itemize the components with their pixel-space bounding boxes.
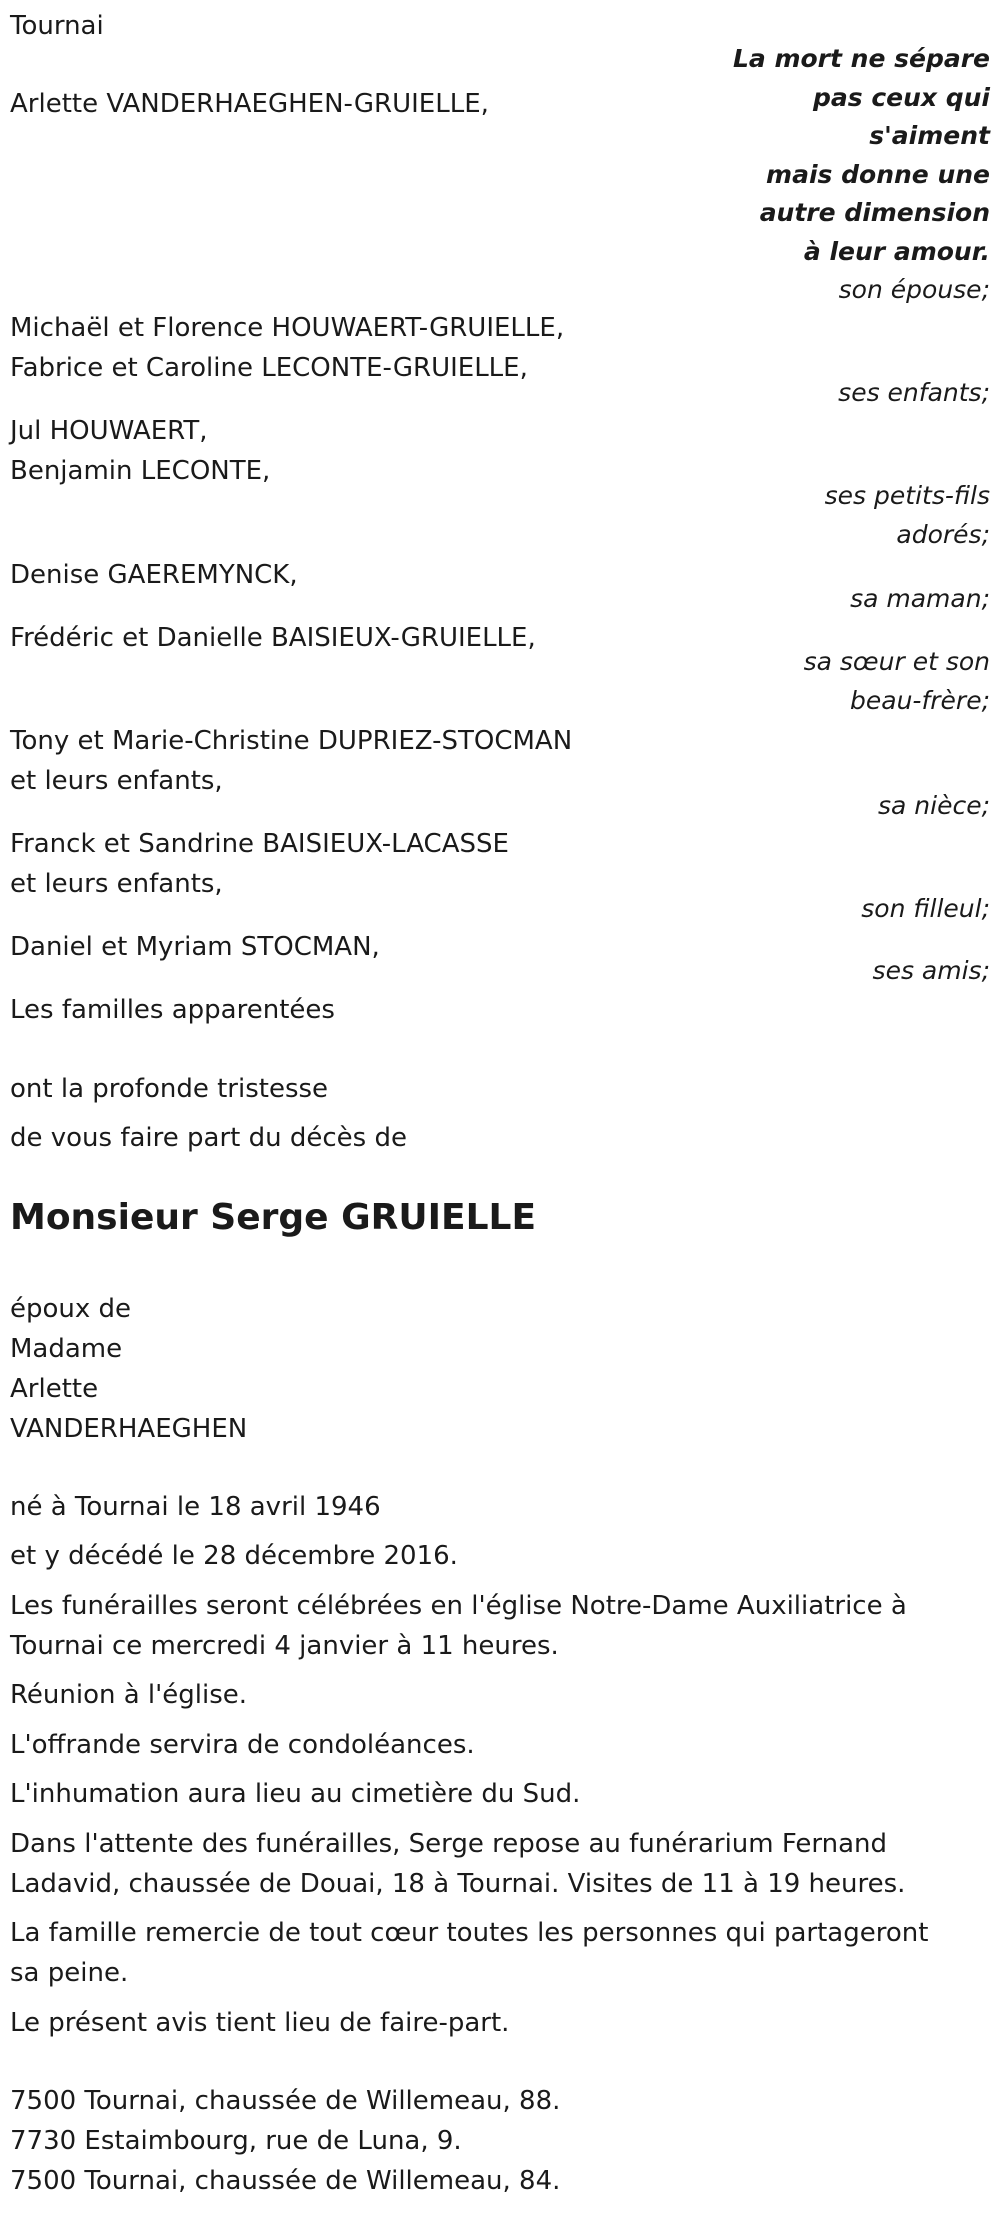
address-line: 7500 Tournai, chaussée de Willemeau, 88. — [10, 2086, 561, 2116]
address-line: 7500 Tournai, chaussée de Willemeau, 84. — [10, 2166, 561, 2196]
family-names-friends: Daniel et Myriam STOCMAN, — [10, 932, 380, 962]
sadness-line: de vous faire part du décès de — [10, 1123, 407, 1153]
family-relation-children: ses enfants; — [838, 378, 990, 407]
family-names-sister: Frédéric et Danielle BAISIEUX-GRUIELLE, — [10, 623, 536, 653]
detail-birth: né à Tournai le 18 avril 1946 — [10, 1492, 381, 1522]
detail-burial: L'inhumation aura lieu au cimetière du Sud. — [10, 1779, 581, 1809]
detail-meeting: Réunion à l'église. — [10, 1680, 248, 1710]
family-names-niece: Tony et Marie-Christine DUPRIEZ-STOCMAN et leurs enfants, — [10, 726, 573, 796]
poem-line: La mort ne sépare — [732, 44, 990, 73]
family-names-godson: Franck et Sandrine BAISIEUX-LACASSE et leurs enfants, — [10, 829, 509, 899]
family-relation-grandsons: ses petits-fils adorés; — [824, 481, 990, 549]
family-names-children: Michaël et Florence HOUWAERT-GRUIELLE, Fabrice et Caroline LECONTE-GRUIELLE, — [10, 313, 565, 383]
family-names-spouse: Arlette VANDERHAEGHEN-GRUIELLE, — [10, 89, 489, 119]
detail-notice: Le présent avis tient lieu de faire-part. — [10, 2008, 510, 2038]
family-relation-niece: sa nièce; — [877, 791, 990, 820]
spouse-block: époux de Madame Arlette VANDERHAEGHEN — [10, 1294, 248, 1444]
address-line: 7730 Estaimbourg, rue de Luna, 9. — [10, 2126, 462, 2156]
poem-line: pas ceux qui — [812, 82, 990, 112]
families-related: Les familles apparentées — [10, 995, 335, 1025]
addresses — [10, 2081, 560, 2201]
family-relation-godson: son filleul; — [861, 894, 990, 923]
detail-funeral: Les funérailles seront célébrées en l'église Notre-Dame Auxiliatrice à Tournai ce mercredi 4 janvier à 11 heures. — [10, 1591, 907, 1661]
detail-thanks: La famille remercie de tout cœur toutes les personnes qui partageront sa peine. — [10, 1918, 929, 1988]
deceased-name: Monsieur Serge GRUIELLE — [10, 1197, 537, 1238]
family-relation-sister: sa sœur et son beau-frère; — [803, 647, 990, 715]
poem-line: mais donne une — [766, 159, 990, 189]
family-relation-friends: ses amis; — [872, 956, 990, 985]
family-names-mother: Denise GAEREMYNCK, — [10, 560, 298, 590]
family-names-grandsons: Jul HOUWAERT, Benjamin LECONTE, — [10, 416, 271, 486]
poem-line: à leur amour. — [803, 236, 990, 266]
poem-line: s'aiment — [869, 121, 990, 150]
poem-line: autre dimension — [759, 198, 990, 227]
city-label: Tournai — [10, 11, 104, 41]
sadness-line: ont la profonde tristesse — [10, 1074, 329, 1104]
poem — [670, 40, 990, 271]
family-relation-mother: sa maman; — [850, 584, 990, 613]
family-relation-spouse: son épouse; — [838, 275, 990, 304]
detail-offering: L'offrande servira de condoléances. — [10, 1730, 475, 1760]
detail-death: et y décédé le 28 décembre 2016. — [10, 1541, 458, 1571]
detail-funerarium: Dans l'attente des funérailles, Serge repose au funérarium Fernand Ladavid, chaussée de Douai, 18 à Tournai. Visites de 11 à 19 heures. — [10, 1829, 906, 1899]
